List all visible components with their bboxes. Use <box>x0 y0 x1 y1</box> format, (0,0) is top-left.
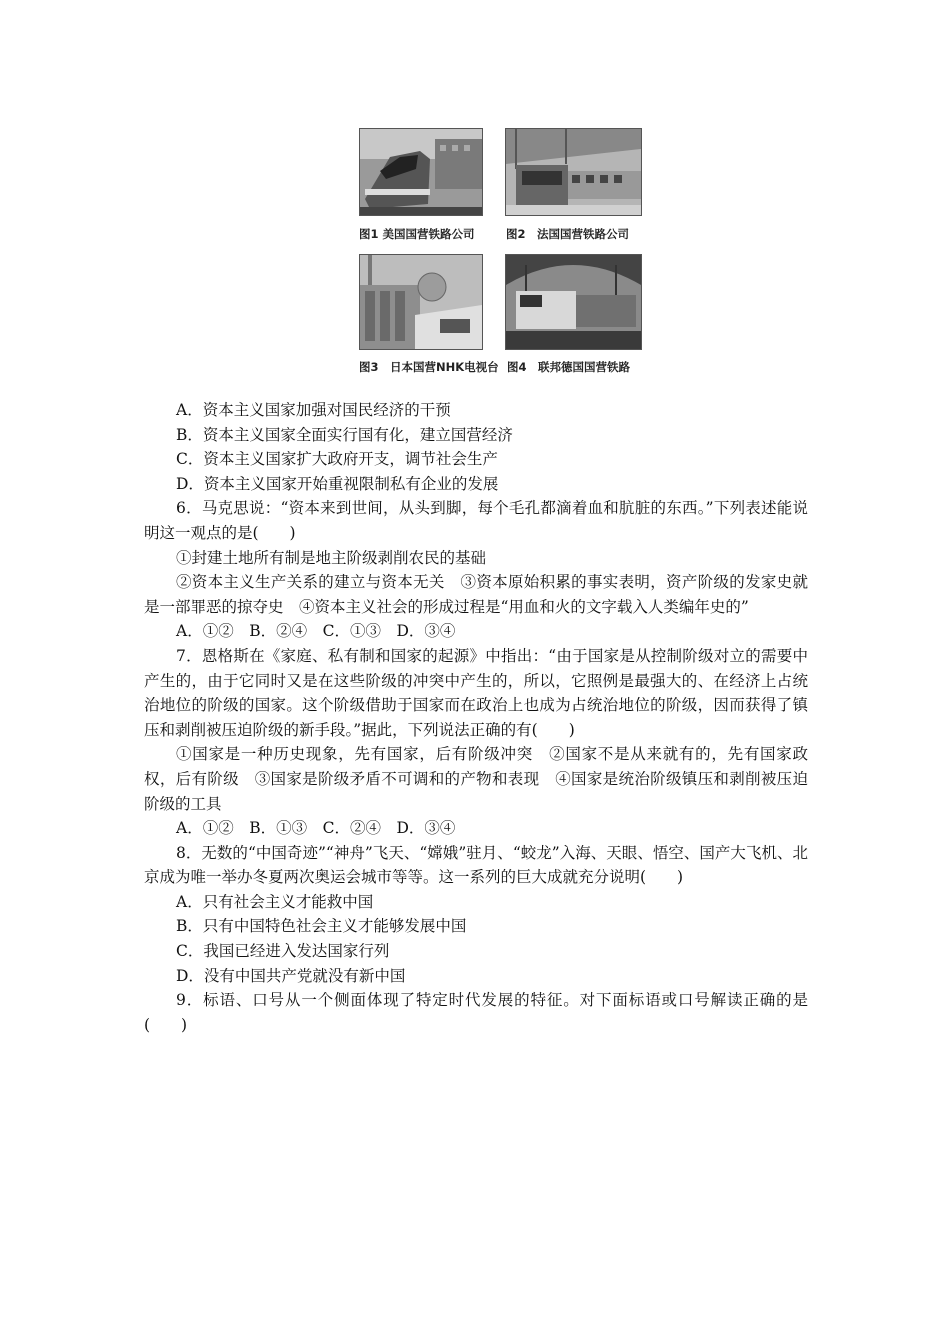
building-photo-icon <box>360 255 482 349</box>
q5-option-c: C．资本主义国家扩大政府开支，调节社会生产 <box>176 450 498 469</box>
figure-3-building-photo <box>359 254 483 350</box>
question-text <box>144 398 808 1037</box>
figure-4-locomotive-photo <box>505 254 642 350</box>
q8-option-d: D．没有中国共产党就没有新中国 <box>176 966 406 985</box>
figure-2-caption: 图2 法国国营铁路公司 <box>506 227 630 241</box>
q9-stem: 9．标语、口号从一个侧面体现了特定时代发展的特征。对下面标语或口号解读正确的是( ) <box>144 991 808 1034</box>
q6-items-2-4: ②资本主义生产关系的建立与资本无关 ③资本原始积累的事实表明，资产阶级的发家史就是一部罪恶的掠夺史 ④资本主义社会的形成过程是“用血和火的文字载入人类编年史的” <box>144 573 808 616</box>
figure-3-caption: 图3 日本国营NHK电视台 <box>359 360 499 374</box>
q6-options: A．①② B．②④ C．①③ D．③④ <box>176 622 456 641</box>
train-station-photo-icon <box>506 129 641 215</box>
q8-option-c: C．我国已经进入发达国家行列 <box>176 942 390 961</box>
locomotive-photo-icon <box>506 255 641 349</box>
q7-stem: 7．恩格斯在《家庭、私有制和国家的起源》中指出：“由于国家是从控制阶级对立的需要中产生的，由于它同时又是在这些阶级的冲突中产生的，所以，它照例是最强大的、在经济上占统治地位的阶级的国家。这个阶级借助于国家而在政治上也成为占统治地位的阶级，因而获得了镇压和剥削被压迫阶级的新手段。”据此，下列说法正确的有( ) <box>144 646 808 739</box>
q8-option-a: A．只有社会主义才能救中国 <box>176 892 374 911</box>
figure-1-train-photo <box>359 128 483 216</box>
q8-stem: 8．无数的“中国奇迹”“神舟”飞天、“嫦娥”驻月、“蛟龙”入海、天眼、悟空、国产大飞机、北京成为唯一举办冬夏两次奥运会城市等等。这一系列的巨大成就充分说明( ) <box>144 843 808 887</box>
q5-option-d: D．资本主义国家开始重视限制私有企业的发展 <box>176 474 499 493</box>
q8-option-b: B．只有中国特色社会主义才能够发展中国 <box>176 917 467 936</box>
q5-option-a: A．资本主义国家加强对国民经济的干预 <box>176 401 451 419</box>
q7-items: ①国家是一种历史现象，先有国家，后有阶级冲突 ②国家不是从来就有的，先有国家政权，后有阶级 ③国家是阶级矛盾不可调和的产物和表现 ④国家是统治阶级镇压和剥削被压迫阶级的工具 <box>144 745 808 813</box>
figure-4-caption: 图4 联邦德国国营铁路 <box>507 360 631 374</box>
train-photo-icon <box>360 129 482 215</box>
figure-1-caption: 图1 美国国营铁路公司 <box>359 227 475 241</box>
figure-2-train-station-photo <box>505 128 642 216</box>
q6-item-1: ①封建土地所有制是地主阶级剥削农民的基础 <box>176 548 487 567</box>
q7-options: A．①② B．①③ C．②④ D．③④ <box>176 819 456 838</box>
q6-stem: 6．马克思说：“资本来到世间，从头到脚，每个毛孔都滴着血和肮脏的东西。”下列表述能说明这一观点的是( ) <box>144 499 808 542</box>
q5-option-b: B．资本主义国家全面实行国有化，建立国营经济 <box>176 425 513 444</box>
